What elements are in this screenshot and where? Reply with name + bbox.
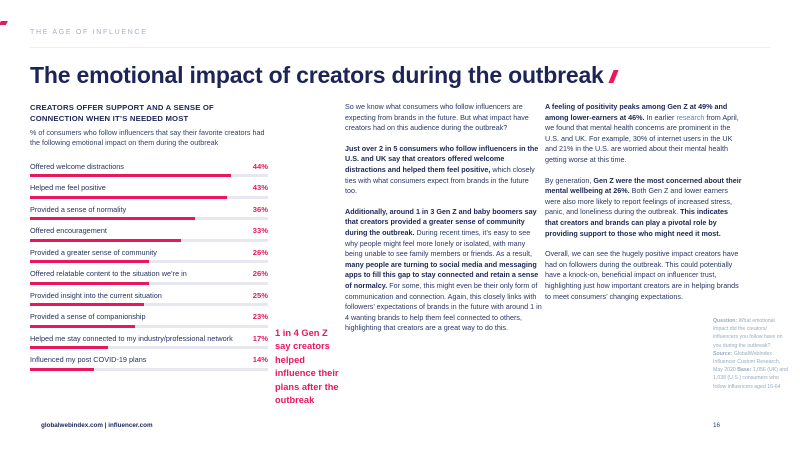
bar-value: 17% <box>252 333 268 343</box>
text: which closely ties with what consumers expect from brands in the future too. <box>345 164 535 196</box>
bar-value: 25% <box>252 290 268 300</box>
bold-text: Base: <box>737 367 752 374</box>
footer-links: globalwebindex.com | influencer.com <box>41 422 153 429</box>
text: What emotional impact did the creators/ influencers you follow have on you during the outbreak? <box>713 318 783 349</box>
bar-fill <box>30 217 195 220</box>
bar-fill <box>30 346 108 349</box>
bar-row <box>30 355 268 371</box>
bar-value: 14% <box>252 355 268 364</box>
bar-track <box>30 217 268 220</box>
bar-track <box>30 260 268 263</box>
bar-fill <box>30 325 135 328</box>
bold-text: Just over 2 in 5 consumers who follow influencers in the U.S. and UK say that creators offered welcome distractions and helped them feel positive, <box>345 143 539 174</box>
bar-track <box>30 346 268 349</box>
bar-track <box>30 368 268 371</box>
page-title <box>30 62 616 89</box>
bold-text: This indicates that creators and brands can play a pivotal role by providing support to those who might need it most. <box>545 207 728 238</box>
bold-text: many people are turning to social media and messaging apps to fill this gap to stay connected and retain a sense of normalcy. <box>345 259 539 290</box>
paragraph <box>545 249 742 302</box>
text: For some, this might even be their only form of communication and connection. Again, this closely links with followers’ expectations of brands in the future with around 1 in 4 wanting brands to help them feel connected to others, highlighting that creators are a great way to do this. <box>345 280 542 333</box>
bar-label: Offered welcome distractions <box>30 161 124 171</box>
paragraph <box>345 102 542 134</box>
page-title-text: The emotional impact of creators during the outbreak <box>30 62 604 88</box>
chart-subtitle: % of consumers who follow influencers that say their favorite creators had the following emotional impact on them during the outbreak <box>30 128 265 147</box>
paragraph <box>545 102 742 166</box>
bar-row <box>30 290 268 306</box>
bar-value: 43% <box>252 183 268 192</box>
paragraph <box>545 176 742 240</box>
title-slash-icon <box>608 70 618 83</box>
bar-track <box>30 196 268 199</box>
text: In earlier <box>644 112 677 122</box>
bar-label: Provided a sense of normality <box>30 204 127 214</box>
report-eyebrow: THE AGE OF INFLUENCE <box>30 29 148 36</box>
bar-fill <box>30 260 149 263</box>
bar-row <box>30 204 268 220</box>
bar-label: Helped me feel positive <box>30 183 106 192</box>
text: During recent times, it’s easy to see why people might feel more lonely or isolated, with many being unable to see family members or friends. As a result, <box>345 227 532 259</box>
bar-label: Helped me stay connected to my industry/professional network <box>30 333 233 343</box>
text: So we know what consumers who follow influencers are expecting from brands in the future. But what impact have creators had on this audience during the outbreak? <box>345 102 529 133</box>
body-column-2 <box>545 102 742 312</box>
bar-label: Influenced my post COVID-19 plans <box>30 355 147 364</box>
bar-fill <box>30 368 94 371</box>
bar-track <box>30 325 268 328</box>
bar-row <box>30 333 268 349</box>
text: Both Gen Z and lower earners were also more likely to report feelings of increased stress, panic, and loneliness during the outbreak. <box>545 186 732 217</box>
bar-fill <box>30 303 144 306</box>
bar-row <box>30 226 268 242</box>
bar-chart-rows <box>30 161 268 371</box>
bar-value: 23% <box>252 312 268 321</box>
paragraph <box>345 144 542 197</box>
pull-quote: 1 in 4 Gen Z say creators helped influence their plans after the outbreak <box>275 328 339 406</box>
bold-text: A feeling of positivity peaks among Gen Z at 49% and among lower-earners at 46%. <box>545 102 728 122</box>
chart-title: CREATORS OFFER SUPPORT AND A SENSE OF CONNECTION WHEN IT’S NEEDED MOST <box>30 103 214 123</box>
bar-track <box>30 174 268 177</box>
bar-chart <box>30 103 268 376</box>
bar-value: 44% <box>252 161 268 171</box>
bar-fill <box>30 282 149 285</box>
text: GlobalWebIndex Influencer Custom Research, May 2020 <box>713 350 781 374</box>
bar-track <box>30 239 268 242</box>
header-divider <box>30 47 770 48</box>
body-column-1 <box>345 102 542 344</box>
bar-row <box>30 183 268 199</box>
bar-row <box>30 269 268 285</box>
bar-label: Offered relatable content to the situation we’re in <box>30 269 187 278</box>
paragraph <box>345 207 542 334</box>
bar-label: Provided a sense of companionship <box>30 312 146 321</box>
page-number: 16 <box>713 422 721 429</box>
research-link[interactable]: research <box>676 112 705 122</box>
bar-row <box>30 247 268 263</box>
bar-value: 26% <box>252 247 268 257</box>
bar-label: Provided insight into the current situation <box>30 290 162 300</box>
text: Overall, we can see the hugely positive impact creators have had on followers during the outbreak. This could potentially have a knock-on, beneficial impact on influencer trust, highlighting just how important creators are in helping brands to meet consumers’ changing expectations. <box>545 249 739 301</box>
bar-fill <box>30 239 181 242</box>
bar-value: 26% <box>252 269 268 278</box>
pink-slash-icon <box>0 21 8 25</box>
bar-row <box>30 161 268 177</box>
bold-text: Additionally, around 1 in 3 Gen Z and baby boomers say that creators provided a greater sense of community during the outbreak. <box>345 206 537 237</box>
bar-label: Provided a greater sense of community <box>30 247 157 257</box>
bar-fill <box>30 196 227 199</box>
bold-text: Source: <box>713 350 733 357</box>
bar-row <box>30 312 268 328</box>
text: 1,056 (UK) and 1,038 (U.S.) consumers who follow influencers aged 16-64 <box>713 367 788 390</box>
bar-track <box>30 303 268 306</box>
bold-text: Question: <box>713 318 738 324</box>
bar-label: Offered encouragement <box>30 226 107 235</box>
bar-fill <box>30 174 231 177</box>
bar-value: 33% <box>252 226 268 235</box>
bar-track <box>30 282 268 285</box>
bar-value: 36% <box>252 204 268 214</box>
source-caption <box>713 317 791 391</box>
text: By generation, <box>545 175 594 185</box>
bold-text: Gen Z were the most concerned about their mental wellbeing at 26%. <box>545 175 742 196</box>
text: from April, we found that mental health concerns are prominent in the U.S. and UK. For example, 30% of internet users in the UK and 21% in the U.S. are worried about their mental health getting worse at this time. <box>545 112 739 164</box>
